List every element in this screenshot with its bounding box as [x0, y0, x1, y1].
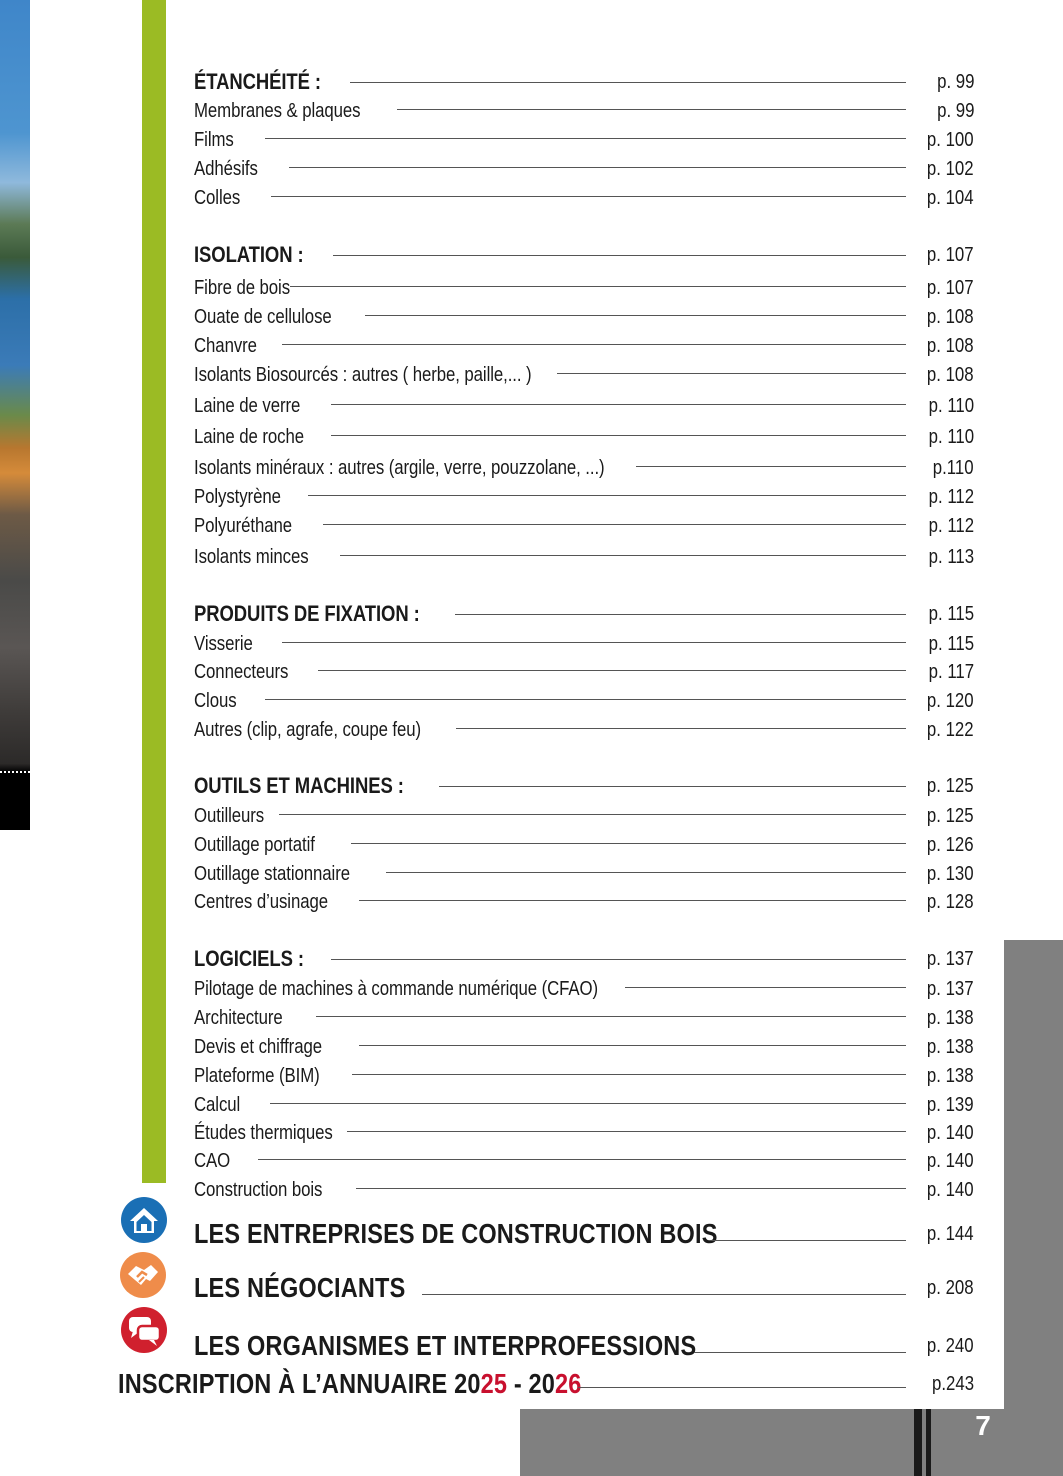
- major-entry: [194, 1324, 974, 1361]
- dotted-leader-line: [316, 1016, 906, 1017]
- toc-item-label: Centres d’usinage: [194, 891, 328, 913]
- toc-item-label: Clous: [194, 690, 237, 712]
- dotted-leader-line: [365, 315, 906, 316]
- section-heading-page-ref: p. 125: [927, 775, 974, 797]
- toc-item-label: Outilleurs: [194, 805, 265, 827]
- section-heading-page-ref: p. 107: [927, 244, 974, 266]
- toc-item-label: Fibre de bois: [194, 277, 291, 299]
- section-heading-label: ÉTANCHÉITÉ :: [194, 69, 321, 94]
- section-heading: [194, 768, 974, 798]
- dotted-leader-line: [265, 699, 906, 700]
- dotted-leader-line: [340, 555, 906, 556]
- toc-item: [194, 328, 974, 358]
- toc-item-page-ref: p. 104: [927, 187, 974, 209]
- toc-item: [194, 1029, 974, 1059]
- toc-item-page-ref: p. 107: [927, 277, 974, 299]
- major-entry-page-ref: p. 240: [927, 1335, 974, 1357]
- toc-item-page-ref: p. 138: [927, 1065, 974, 1087]
- handshake-icon: [120, 1252, 166, 1298]
- toc-item-label: Autres (clip, agrafe, coupe feu): [194, 719, 422, 741]
- page-number: 7: [975, 1410, 991, 1441]
- toc-item-page-ref: p. 138: [927, 1007, 974, 1029]
- toc-item: [194, 654, 974, 684]
- inscription-prefix: INSCRIPTION À L’ANNUAIRE 20: [118, 1368, 481, 1399]
- footer-separator: [914, 1409, 922, 1476]
- toc-item-page-ref: p. 112: [928, 486, 974, 508]
- toc-item-label: Visserie: [194, 633, 253, 655]
- major-entry-page-ref: p. 208: [927, 1277, 974, 1299]
- toc-item: [194, 798, 974, 828]
- toc-item: [194, 270, 974, 300]
- dotted-leader-line: [694, 1352, 906, 1353]
- section-heading-page-ref: p. 99: [936, 71, 974, 93]
- major-entry: [194, 1212, 974, 1249]
- toc-item-page-ref: p. 108: [927, 306, 974, 328]
- dotted-leader-line: [333, 255, 906, 256]
- toc-item-page-ref: p. 110: [928, 426, 974, 448]
- toc-item-page-ref: p. 130: [927, 863, 974, 885]
- toc-item-label: Outillage portatif: [194, 834, 315, 856]
- inscription-year1: 25: [480, 1368, 508, 1399]
- toc-item: [194, 180, 974, 210]
- dotted-leader-line: [359, 1045, 906, 1046]
- toc-item-page-ref: p. 108: [927, 364, 974, 386]
- dotted-leader-line: [422, 1294, 906, 1295]
- dotted-leader-line: [282, 344, 906, 345]
- major-entry-page-ref: p. 144: [927, 1223, 974, 1245]
- section-heading-label: LOGICIELS :: [194, 946, 304, 971]
- toc-item-label: Adhésifs: [194, 158, 258, 180]
- dotted-leader-line: [258, 1159, 906, 1160]
- toc-item: [194, 479, 974, 509]
- dotted-leader-line: [557, 373, 906, 374]
- toc-item-page-ref: p. 117: [928, 661, 974, 683]
- toc-item-label: Isolants minces: [194, 546, 309, 568]
- toc-item-label: Polystyrène: [194, 486, 281, 508]
- major-entry: [194, 1266, 974, 1303]
- dotted-leader-line: [308, 495, 906, 496]
- dotted-leader-line: [386, 872, 906, 873]
- dotted-leader-line: [347, 1131, 906, 1132]
- section-heading: [194, 596, 974, 626]
- dotted-leader-line: [331, 404, 906, 405]
- toc-item: [194, 856, 974, 886]
- inscription-entry: [118, 1362, 974, 1399]
- toc-item-label: Films: [194, 129, 234, 151]
- toc-item-label: Isolants Biosourcés : autres ( herbe, paille,... ): [194, 364, 532, 386]
- inscription-separator: - 20: [507, 1368, 556, 1399]
- toc-item: [194, 357, 974, 387]
- inscription-year2: 26: [555, 1368, 582, 1399]
- dotted-leader-line: [455, 614, 906, 615]
- toc-item: [194, 93, 974, 123]
- toc-item: [194, 388, 974, 418]
- toc-item: [194, 884, 974, 914]
- section-heading: [194, 941, 974, 971]
- dotted-leader-line: [290, 286, 906, 287]
- dotted-leader-line: [289, 167, 906, 168]
- section-heading: [194, 237, 974, 267]
- dotted-leader-line: [359, 900, 906, 901]
- dotted-leader-line: [270, 1103, 906, 1104]
- dotted-leader-line: [352, 1074, 906, 1075]
- toc-item-label: Calcul: [194, 1094, 241, 1116]
- section-heading-page-ref: p. 115: [928, 603, 974, 625]
- toc-item-label: Construction bois: [194, 1179, 323, 1201]
- major-entry-label: LES NÉGOCIANTS: [194, 1272, 406, 1303]
- toc-item-label: Membranes & plaques: [194, 100, 361, 122]
- toc-item: [194, 1115, 974, 1145]
- toc-item-page-ref: p. 138: [927, 1036, 974, 1058]
- dotted-leader-line: [636, 466, 906, 467]
- dotted-leader-line: [351, 843, 906, 844]
- toc-item-label: Connecteurs: [194, 661, 289, 683]
- toc-item-label: Chanvre: [194, 335, 257, 357]
- dotted-leader-line: [625, 987, 906, 988]
- toc-item: [194, 299, 974, 329]
- toc-item-label: Polyuréthane: [194, 515, 293, 537]
- toc-item-page-ref: p. 108: [927, 335, 974, 357]
- toc-item-page-ref: p. 128: [927, 891, 974, 913]
- toc-item: [194, 827, 974, 857]
- toc-item: [194, 1172, 974, 1202]
- toc-item-label: Isolants minéraux : autres (argile, verre, pouzzolane, ...): [194, 457, 605, 479]
- gray-side-panel: [1004, 940, 1063, 1476]
- toc-item: [194, 1087, 974, 1117]
- toc-item: [194, 450, 974, 480]
- toc-item-label: CAO: [194, 1150, 231, 1172]
- section-heading-label: PRODUITS DE FIXATION :: [194, 601, 420, 626]
- toc-item: [194, 683, 974, 713]
- toc-item-page-ref: p. 102: [927, 158, 974, 180]
- toc-item-page-ref: p. 122: [927, 719, 974, 741]
- inscription-page-ref: p.243: [931, 1373, 974, 1395]
- cover-photo-strip: [0, 0, 30, 830]
- toc-item-label: Devis et chiffrage: [194, 1036, 322, 1058]
- toc-item: [194, 1058, 974, 1088]
- toc-item-page-ref: p. 125: [927, 805, 974, 827]
- toc-item: [194, 151, 974, 181]
- toc-item-page-ref: p. 126: [927, 834, 974, 856]
- toc-item-page-ref: p. 113: [928, 546, 974, 568]
- toc-item: [194, 419, 974, 449]
- toc-item-page-ref: p. 112: [928, 515, 974, 537]
- toc-item: [194, 539, 974, 569]
- dotted-leader-line: [265, 138, 906, 139]
- toc-item: [194, 712, 974, 742]
- dotted-leader-line: [331, 959, 906, 960]
- toc-item-page-ref: p. 115: [928, 633, 974, 655]
- toc-item-page-ref: p. 137: [927, 978, 974, 1000]
- toc-item: [194, 971, 974, 1001]
- toc-item-label: Pilotage de machines à commande numérique (CFAO): [194, 978, 599, 1000]
- major-entry-label: LES ORGANISMES ET INTERPROFESSIONS: [194, 1330, 697, 1361]
- toc-item: [194, 1000, 974, 1030]
- toc-item-label: Études thermiques: [194, 1122, 333, 1144]
- dotted-leader-line: [356, 1188, 906, 1189]
- inscription-label: [118, 1368, 582, 1399]
- toc-item-page-ref: p.110: [933, 457, 974, 479]
- toc-item-page-ref: p. 140: [927, 1179, 974, 1201]
- toc-item-label: Architecture: [194, 1007, 283, 1029]
- house-icon: [121, 1197, 167, 1243]
- toc-item-page-ref: p. 120: [927, 690, 974, 712]
- toc-item-page-ref: p. 99: [936, 100, 974, 122]
- toc-item-page-ref: p. 140: [927, 1150, 974, 1172]
- toc-item: [194, 626, 974, 656]
- toc-item: [194, 1143, 974, 1173]
- section-heading-page-ref: p. 137: [927, 948, 974, 970]
- dotted-leader-line: [318, 670, 906, 671]
- dotted-leader-line: [439, 786, 906, 787]
- dotted-leader-line: [282, 642, 906, 643]
- dotted-leader-line: [578, 1387, 906, 1388]
- photo-dotted-divider: [0, 771, 30, 773]
- toc-item-label: Outillage stationnaire: [194, 863, 350, 885]
- toc-item-page-ref: p. 140: [927, 1122, 974, 1144]
- toc-item: [194, 122, 974, 152]
- toc-item-label: Ouate de cellulose: [194, 306, 332, 328]
- major-entry-label: LES ENTREPRISES DE CONSTRUCTION BOIS: [194, 1218, 718, 1249]
- toc-item-page-ref: p. 100: [927, 129, 974, 151]
- dotted-leader-line: [279, 814, 906, 815]
- toc-item-label: Laine de roche: [194, 426, 304, 448]
- toc-item-page-ref: p. 110: [928, 395, 974, 417]
- speech-bubbles-icon: [121, 1307, 167, 1353]
- toc-item-label: Colles: [194, 187, 241, 209]
- section-heading-label: ISOLATION :: [194, 242, 304, 267]
- toc-item-label: Laine de verre: [194, 395, 301, 417]
- dotted-leader-line: [709, 1240, 906, 1241]
- footer-separator: [926, 1409, 931, 1476]
- dotted-leader-line: [323, 524, 906, 525]
- dotted-leader-line: [456, 728, 906, 729]
- dotted-leader-line: [331, 435, 906, 436]
- dotted-leader-line: [350, 82, 906, 83]
- section-heading-label: OUTILS ET MACHINES :: [194, 773, 404, 798]
- dotted-leader-line: [397, 109, 906, 110]
- section-heading: [194, 64, 974, 94]
- green-accent-bar: [142, 0, 166, 1183]
- dotted-leader-line: [271, 196, 906, 197]
- toc-item-page-ref: p. 139: [927, 1094, 974, 1116]
- toc-item: [194, 508, 974, 538]
- toc-item-label: Plateforme (BIM): [194, 1065, 320, 1087]
